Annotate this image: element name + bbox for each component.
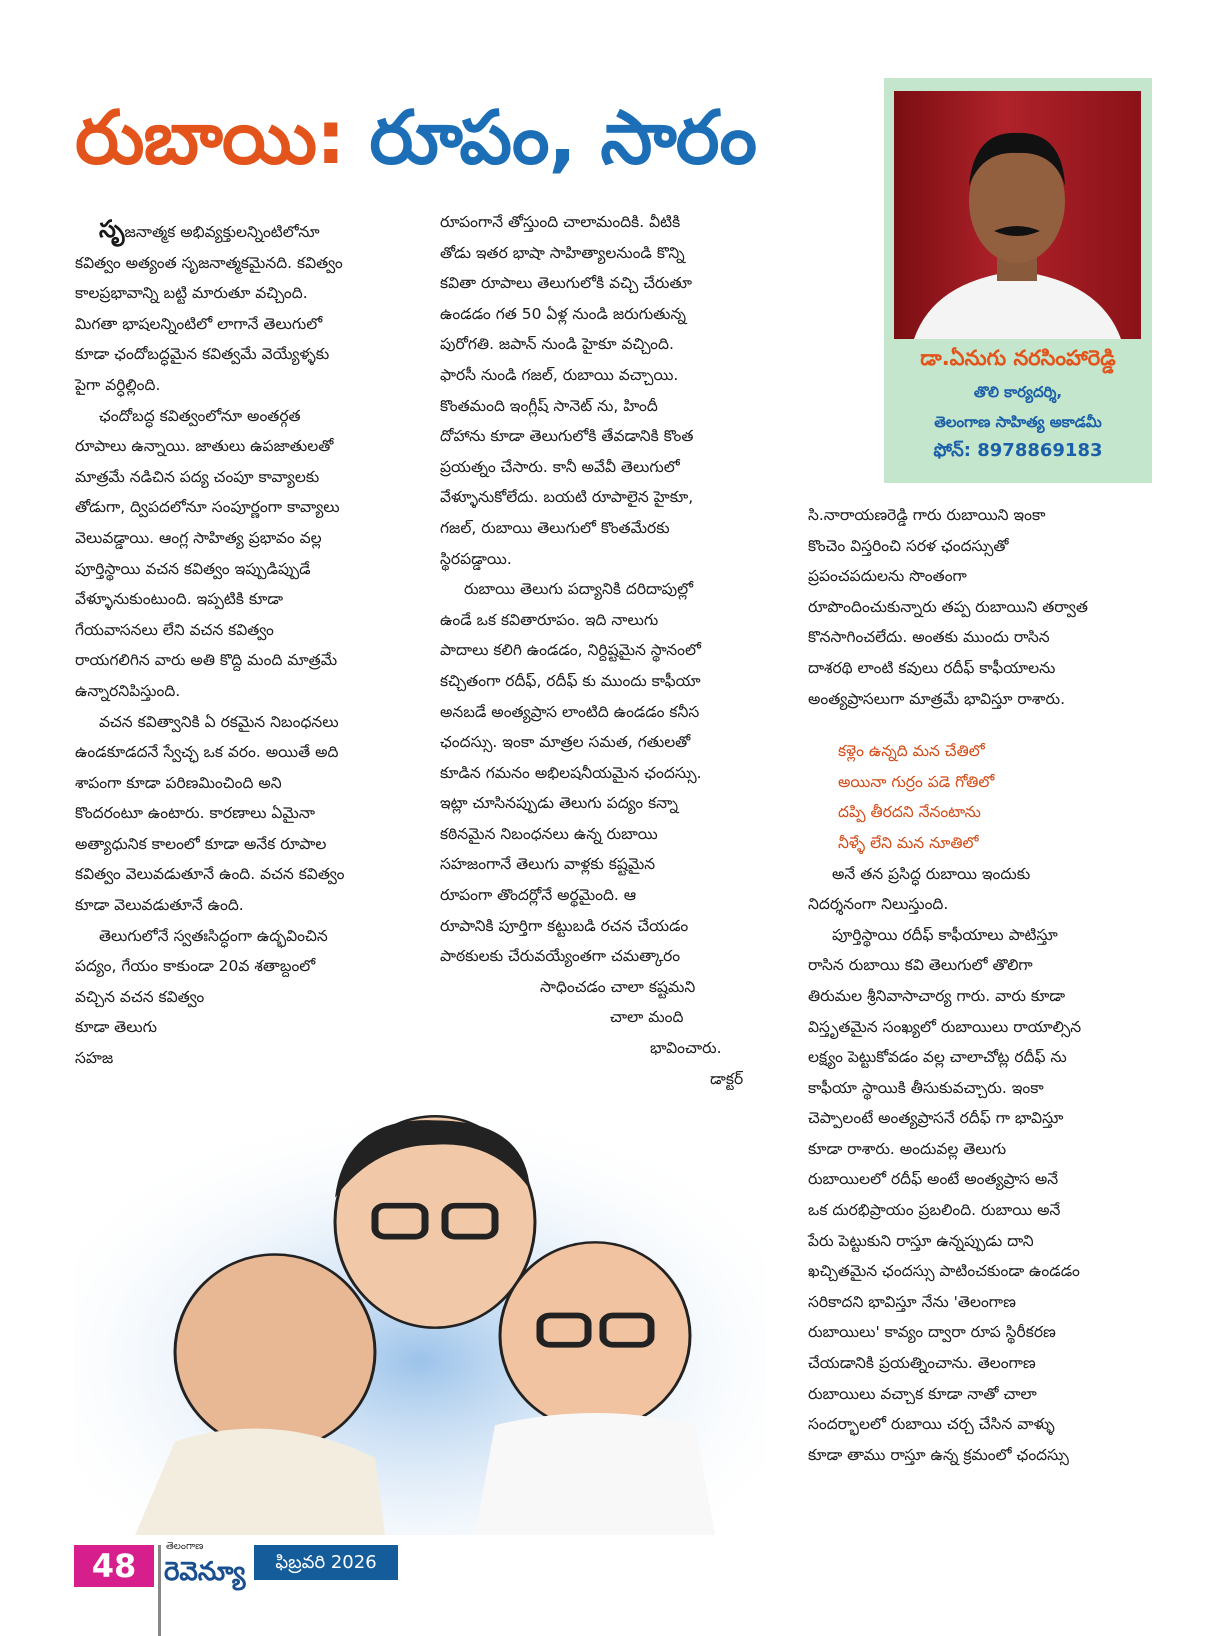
column-3	[808, 500, 1138, 1470]
text-line: ప్రయత్నం చేసారు. కానీ అవేవీ తెలుగులో	[440, 457, 680, 476]
text-line: కఠినమైన నిబంధనలు ఉన్న రుబాయి	[440, 824, 658, 843]
author-org: తెలంగాణ సాహిత్య అకాడమీ	[934, 413, 1102, 431]
author-phone: ఫోన్: 8978869183	[933, 440, 1103, 461]
text-line: చేయడానికి ప్రయత్నించాను. తెలంగాణ	[808, 1354, 1036, 1373]
text-line: పైగా వర్ధిల్లింది.	[75, 375, 161, 394]
text-line: పేరు పెట్టుకుని రాస్తూ ఉన్నప్పుడు దాని	[808, 1231, 1034, 1250]
text-line: ప్రపంచపదులను సొంతంగా	[808, 567, 967, 586]
text-line: ఇట్లా చూసినప్పుడు తెలుగు పద్యం కన్నా	[440, 794, 678, 813]
text-line: కాఫీయా స్థాయికి తీసుకువచ్చారు. ఇంకా	[808, 1078, 1044, 1097]
text-line: గేయవాసనలు లేని వచన కవిత్వం	[75, 620, 274, 639]
text-line: అయినా గుర్రం పడె గోతిలో	[838, 772, 995, 791]
text-line: రుబాయిలు' కావ్యం ద్వారా రూప స్థిరీకరణ	[808, 1323, 1056, 1342]
text-line: కొంతమంది ఇంగ్లీష్ సానెట్ ను, హిందీ	[440, 396, 658, 415]
text-line: అనే తన ప్రసిద్ధ రుబాయి ఇందుకు	[832, 864, 1031, 883]
text-line: వెలువడ్డాయి. ఆంగ్ల సాహిత్య ప్రభావం వల్ల	[75, 528, 322, 547]
author-name: డా.ఏనుగు నరసింహారెడ్డి	[920, 346, 1116, 370]
text-line: ఉండే ఒక కవితారూపం. ఇది నాలుగు	[440, 610, 659, 629]
text-line: సహజ	[75, 1049, 114, 1068]
text-line: రాయగలిగిన వారు అతి కొద్ది మంది మాత్రమే	[75, 651, 338, 670]
text-line: సి.నారాయణరెడ్డి గారు రుబాయిని ఇంకా	[808, 506, 1046, 524]
text-line: పాదాలు కలిగి ఉండడం, నిర్దిష్టమైన స్థానంలో	[440, 641, 701, 660]
text-line: ఒక దురభిప్రాయం ప్రబలింది. రుబాయి అనే	[808, 1201, 1061, 1220]
text-line: దాశరథి లాంటి కవులు రదీఫ్ కాఫీయాలను	[808, 658, 1056, 677]
text: జనాత్మక అభివ్యక్తులన్నింటిలోనూ	[124, 223, 320, 241]
text-line: కూడా రాశారు. అందువల్ల తెలుగు	[808, 1139, 1007, 1158]
text-line: విస్తృతమైన సంఖ్యలో రుబాయిలు రాయాల్సిన	[808, 1017, 1082, 1036]
text-line: తెలుగులోనే స్వతఃసిద్ధంగా ఉద్భవించిన	[99, 926, 328, 945]
author-photo	[894, 91, 1141, 339]
text-line: గజల్, రుబాయి తెలుగులో కొంతమేరకు	[440, 518, 670, 537]
text-line: కూడా తెలుగు	[75, 1018, 157, 1037]
text-line: పురోగతి. జపాన్ నుండి హైకూ వచ్చింది.	[440, 335, 674, 354]
text-line: భావించారు.	[650, 1039, 722, 1058]
issue-date: ఫిబ్రవరి 2026	[254, 1545, 398, 1580]
text-line: మిగతా భాషలన్నింటిలో లాగానే తెలుగులో	[75, 314, 323, 333]
text-line: కొందరంటూ ఉంటారు. కారణాలు ఏమైనా	[75, 804, 315, 823]
text-line: ఉండడం గత 50 ఏళ్ల నుండి జరుగుతున్న	[440, 304, 687, 323]
text-line: కళ్లెం ఉన్నది మన చేతిలో	[838, 742, 985, 761]
text-line: కొనసాగించలేదు. అంతకు ముందు రాసిన	[808, 628, 1050, 647]
page-number: 48	[74, 1545, 154, 1587]
text-line: తిరుమల శ్రీనివాసాచార్య గారు. వారు కూడా	[808, 986, 1066, 1005]
text-line: సరికాదని భావిస్తూ నేను 'తెలంగాణ	[808, 1292, 1016, 1311]
poets-illustration	[75, 1100, 765, 1535]
text-line: తోడుగా, ద్విపదలోనూ సంపూర్ణంగా కావ్యాలు	[75, 498, 340, 517]
text-line: కాలప్రభావాన్ని బట్టి మారుతూ వచ్చింది.	[75, 284, 308, 303]
text-line: కవిత్వం వెలువడుతూనే ఉంది. వచన కవిత్వం	[75, 865, 345, 884]
text-line: చెప్పాలంటే అంత్యప్రాసనే రదీఫ్ గా భావిస్తూ	[808, 1109, 1064, 1128]
text-line: శాపంగా కూడా పరిణమించింది అని	[75, 773, 282, 792]
text-line: రుబాయిలలో రదీఫ్ అంటే అంత్యప్రాస అనే	[808, 1170, 1059, 1189]
text-line: ఫారసీ నుండి గజల్, రుబాయి వచ్చాయి.	[440, 365, 679, 384]
text-line: నిదర్శనంగా నిలుస్తుంది.	[808, 895, 949, 914]
text-line: ఉన్నారనిపిస్తుంది.	[75, 681, 181, 700]
magazine-subtitle: తెలంగాణ	[166, 1541, 204, 1552]
text-line: దప్పి తీరదని నేనంటాను	[838, 803, 981, 822]
text-line	[75, 214, 405, 248]
author-box	[884, 78, 1152, 483]
text-line: పాఠకులకు చేరువయ్యేంతగా చమత్కారం	[440, 947, 681, 966]
text-line: కూడా ఛందోబద్ధమైన కవిత్వమే వెయ్యేళ్ళకు	[75, 345, 330, 364]
text-line: కొంచెం విస్తరించి సరళ ఛందస్సుతో	[808, 536, 1009, 555]
text-line: కూడా వెలువడుతూనే ఉంది.	[75, 896, 244, 915]
text-line: రూపాలు ఉన్నాయి. జాతులు ఉపజాతులతో	[75, 437, 334, 456]
text-line: రుబాయిలు వచ్చాక కూడా నాతో చాలా	[808, 1384, 1037, 1403]
text-line: వేళ్ళూనుకుంటుంది. ఇప్పటికి కూడా	[75, 590, 284, 609]
text-line: కూడా తాము రాస్తూ ఉన్న క్రమంలో ఛందస్సు	[808, 1445, 1069, 1464]
text-line: చాలా మంది	[610, 1008, 684, 1027]
text-line: ఛందోబద్ధ కవిత్వంలోనూ అంతర్గత	[99, 406, 301, 425]
spacer	[808, 714, 1138, 736]
text-line: సందర్భాలలో రుబాయి చర్చ చేసిన వాళ్ళు	[808, 1415, 1055, 1434]
text-line: కచ్చితంగా రదీఫ్, రదీఫ్ కు ముందు కాఫీయా	[440, 671, 701, 690]
text-line: దోహాను కూడా తెలుగులోకి తేవడానికి కొంత	[440, 427, 694, 446]
column-1	[75, 214, 405, 1074]
text-line: డాక్టర్	[710, 1069, 744, 1088]
text-line: అనబడే అంత్యప్రాస లాంటిది ఉండడం కనీస	[440, 702, 700, 721]
text-line: ఖచ్చితమైన ఛందస్సు పాటించకుండా ఉండడం	[808, 1262, 1080, 1281]
text-line: వచన కవిత్వానికి ఏ రకమైన నిబంధనలు	[99, 712, 339, 731]
author-role: తొలి కార్యదర్శి,	[973, 383, 1063, 401]
text-line: స్థిరపడ్డాయి.	[440, 549, 512, 568]
text-line: రాసిన రుబాయి కవి తెలుగులో తొలిగా	[808, 956, 1033, 975]
text-line: వేళ్ళూనుకోలేదు. బయటి రూపాలైన హైకూ,	[440, 488, 694, 507]
text-line: రూపంగానే తోస్తుంది చాలామందికి. వీటికి	[440, 213, 681, 231]
text-line: మాత్రమే నడిచిన పద్య చంపూ కావ్యాలకు	[75, 467, 320, 486]
magazine-name: రెవెన్యూ	[164, 1557, 246, 1587]
drop-cap: సృ	[99, 215, 125, 243]
text-line: కవిత్వం అత్యంత సృజనాత్మకమైనది. కవిత్వం	[75, 253, 343, 272]
text-line: కూడిన గమనం అభిలషనీయమైన ఛందస్సు.	[440, 763, 702, 782]
text-line: నీళ్ళే లేని మన నూతిలో	[838, 833, 979, 852]
text-line: ఛందస్సు. ఇంకా మాత్రల సమత, గతులతో	[440, 733, 691, 752]
text-line: సహజంగానే తెలుగు వాళ్లకు కష్టమైన	[440, 855, 656, 874]
text-line: అత్యాధునిక కాలంలో కూడా అనేక రూపాల	[75, 834, 327, 853]
text-line: అంత్యప్రాసలుగా మాత్రమే భావిస్తూ రాశారు.	[808, 689, 1066, 708]
text-line: వచ్చిన వచన కవిత్వం	[75, 987, 205, 1006]
text-line: పద్యం, గేయం కాకుండా 20వ శతాబ్దంలో	[75, 957, 316, 976]
text-line: సాధించడం చాలా కష్టమని	[540, 977, 696, 996]
footer-divider	[158, 1545, 161, 1636]
text-line: ఉండకూడదనే స్వేచ్ఛ ఒక వరం. అయితే అది	[75, 743, 339, 762]
text-line: రుబాయి తెలుగు పద్యానికి దరిదాపుల్లో	[464, 580, 694, 599]
text-line: తోడు ఇతర భాషా సాహిత్యాలనుండి కొన్ని	[440, 243, 685, 262]
article-title: రుబాయి: రూపం, సారం	[75, 95, 757, 181]
text-line: పూర్తిస్థాయి వచన కవిత్వం ఇప్పుడిప్పుడే	[75, 559, 311, 578]
text-line: పూర్తిస్థాయి రదీఫ్ కాఫీయాలు పాటిస్తూ	[832, 925, 1058, 944]
text-line: రూపానికి పూర్తిగా కట్టుబడి రచన చేయడం	[440, 916, 689, 935]
text-line: రూపొందించుకున్నారు తప్ప రుబాయిని తర్వాత	[808, 597, 1088, 616]
column-2	[440, 207, 760, 1094]
text-line: కవితా రూపాలు తెలుగులోకి వచ్చి చేరుతూ	[440, 274, 692, 293]
text-line: లక్ష్యం పెట్టుకోవడం వల్ల చాలాచోట్ల రదీఫ్ ను	[808, 1048, 1067, 1067]
text-line: రూపంగా తొందర్లోనే అర్థమైంది. ఆ	[440, 886, 637, 905]
